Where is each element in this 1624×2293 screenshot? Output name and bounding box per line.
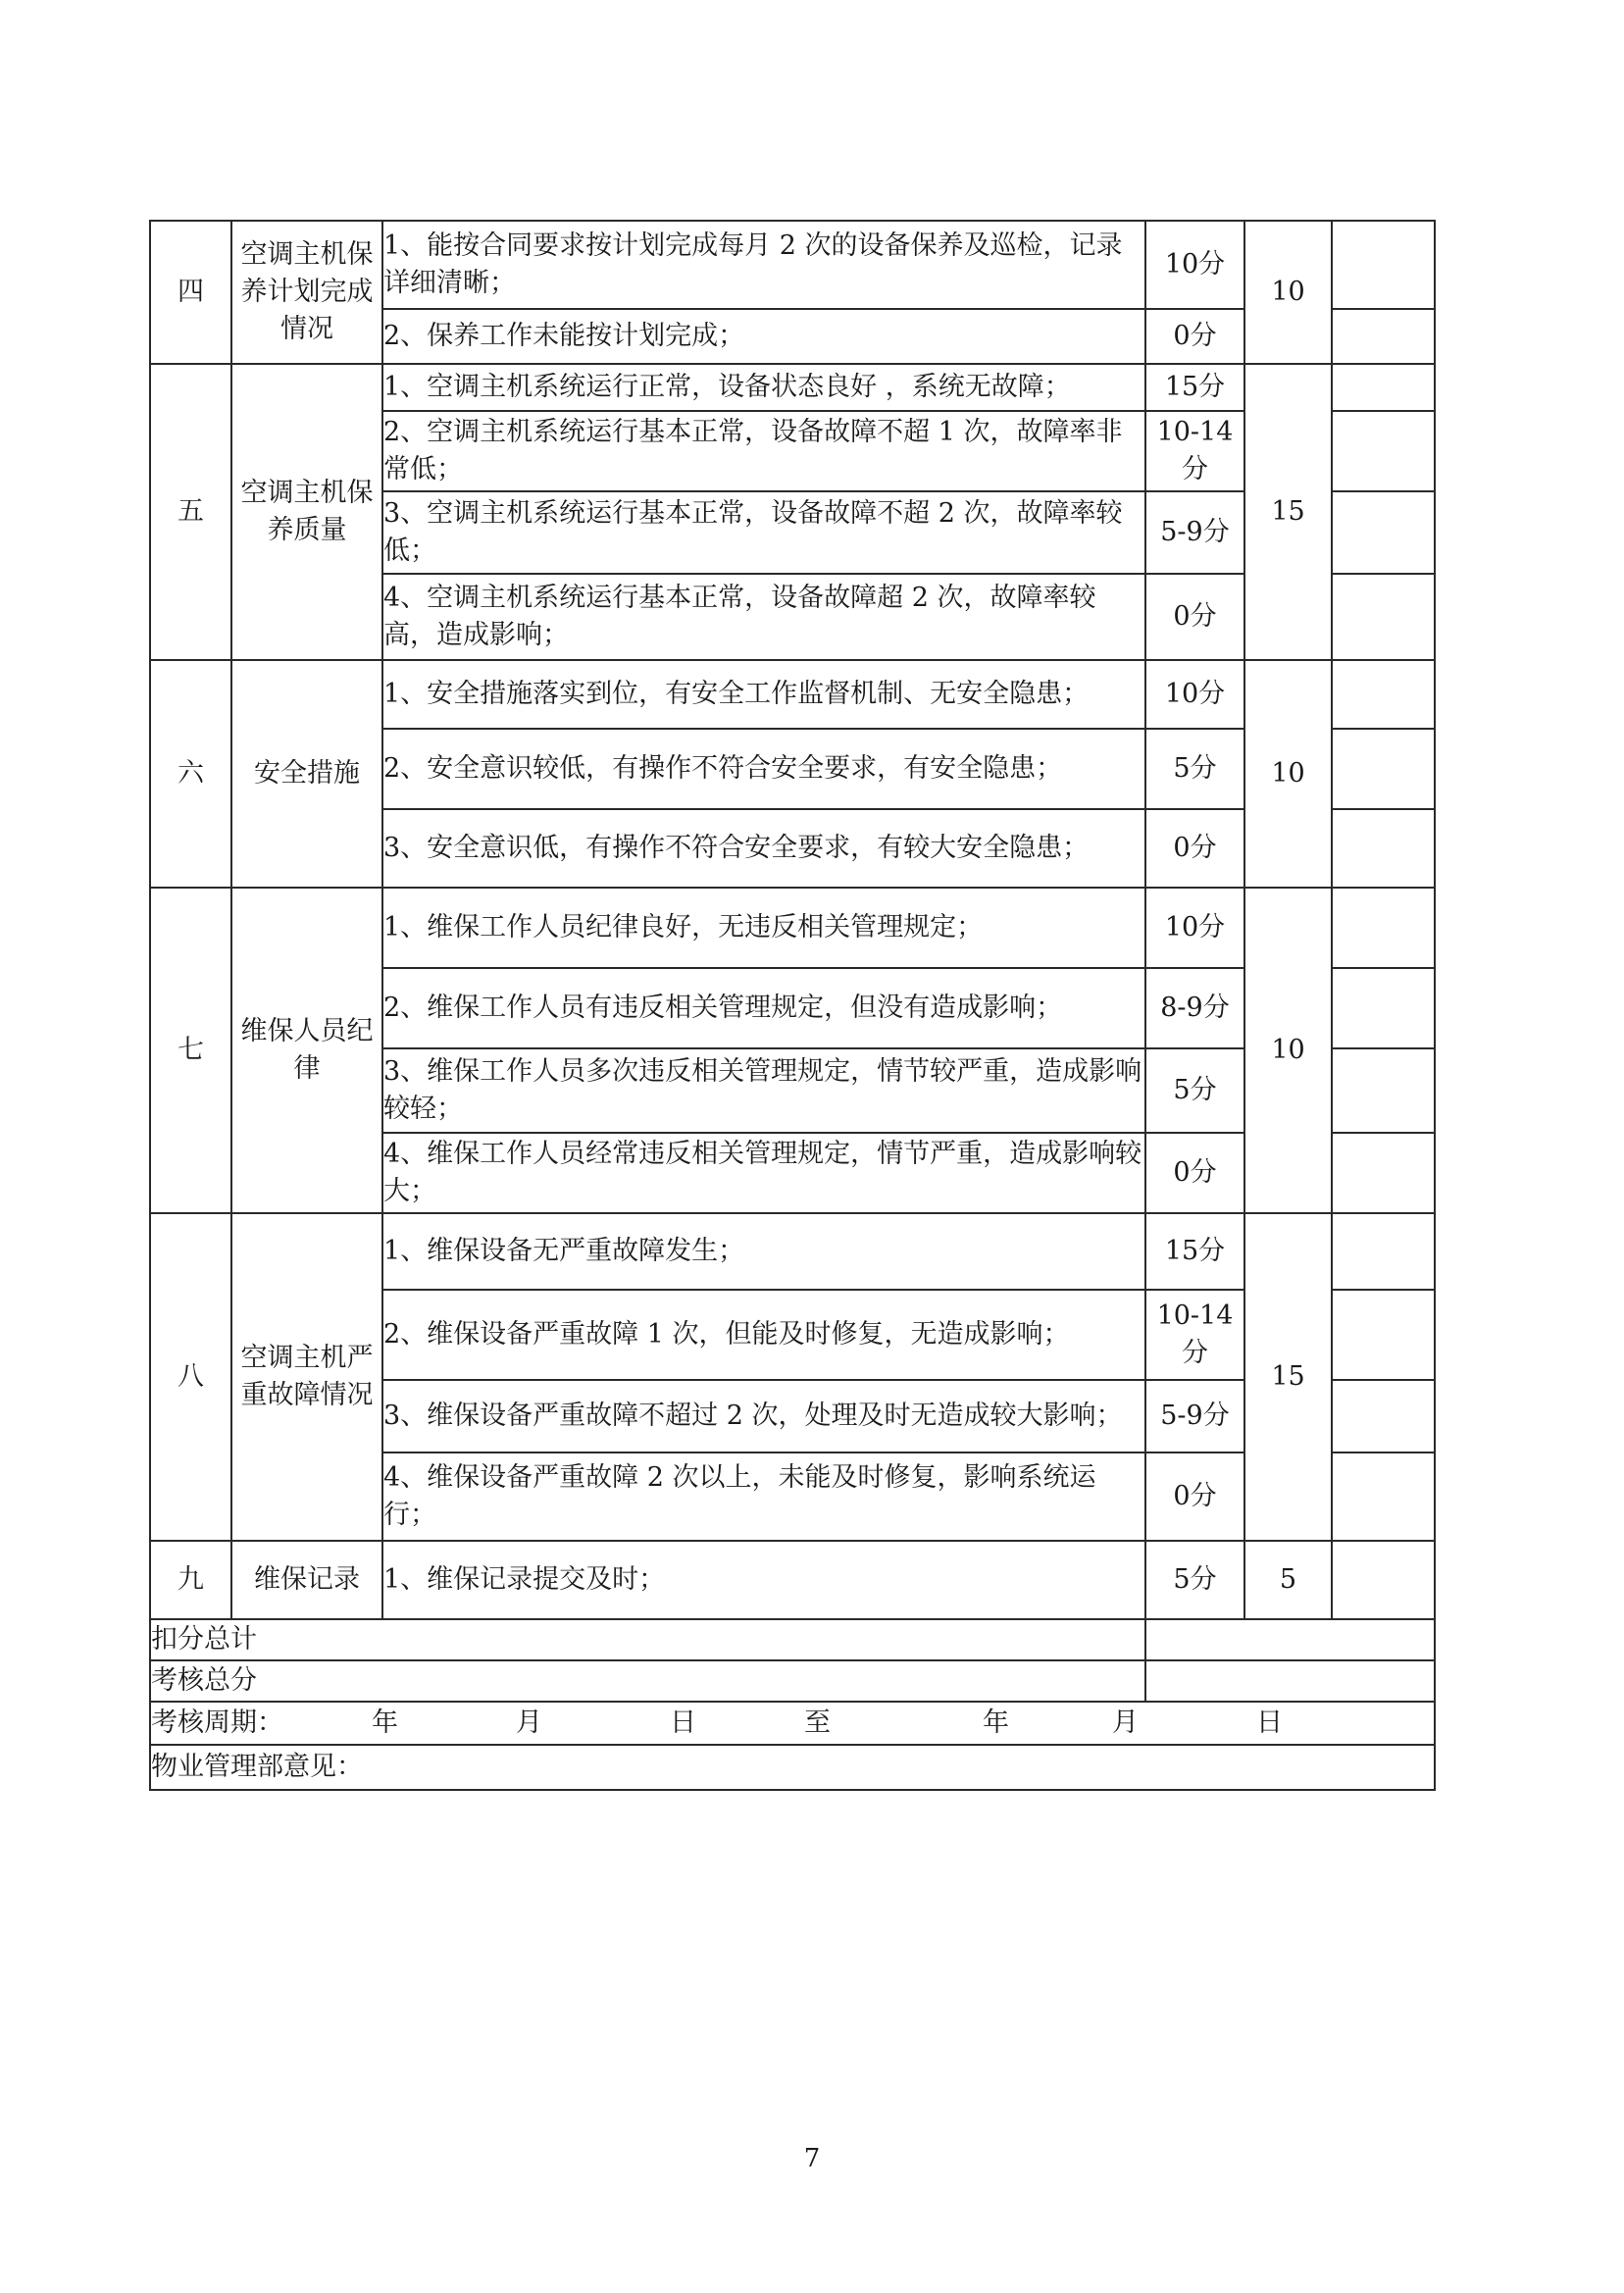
criterion-points: 5-9分 [1145, 1380, 1244, 1452]
criterion-points: 10-14分 [1145, 1290, 1244, 1380]
criterion-text: 1、维保设备无严重故障发生； [382, 1213, 1145, 1290]
score-input-cell[interactable] [1332, 364, 1435, 411]
table-row [150, 364, 1435, 411]
period-month-start: 月 [516, 1707, 542, 1738]
deduction-total-label: 扣分总计 [150, 1619, 1145, 1660]
assessment-period [150, 1702, 1435, 1745]
score-input-cell[interactable] [1332, 1133, 1435, 1213]
criterion-text: 1、空调主机系统运行正常，设备状态良好 ，系统无故障； [382, 364, 1145, 411]
criterion-text: 3、安全意识低，有操作不符合安全要求，有较大安全隐患； [382, 809, 1145, 888]
score-input-cell[interactable] [1332, 309, 1435, 364]
criterion-text: 2、空调主机系统运行基本正常，设备故障不超 1 次，故障率非常低； [382, 411, 1145, 491]
criterion-points: 0分 [1145, 574, 1244, 660]
max-score: 10 [1244, 888, 1332, 1213]
criterion-points: 8-9分 [1145, 968, 1244, 1048]
item-number: 四 [150, 221, 231, 364]
criterion-text: 2、安全意识较低，有操作不符合安全要求，有安全隐患； [382, 729, 1145, 809]
criterion-text: 3、维保工作人员多次违反相关管理规定，情节较严重，造成影响较轻； [382, 1048, 1145, 1133]
criterion-text: 2、保养工作未能按计划完成； [382, 309, 1145, 364]
criterion-points: 0分 [1145, 809, 1244, 888]
table-row [150, 1213, 1435, 1290]
criterion-text: 1、安全措施落实到位，有安全工作监督机制、无安全隐患； [382, 660, 1145, 729]
item-name: 空调主机严重故障情况 [231, 1213, 382, 1541]
period-label: 考核周期： [151, 1707, 283, 1738]
criterion-points: 10分 [1145, 221, 1244, 309]
criterion-points: 0分 [1145, 1452, 1244, 1541]
period-year-end: 年 [983, 1707, 1009, 1738]
score-input-cell[interactable] [1332, 1290, 1435, 1380]
score-input-cell[interactable] [1332, 1380, 1435, 1452]
table-row [150, 1702, 1435, 1745]
max-score: 10 [1244, 221, 1332, 364]
item-number: 八 [150, 1213, 231, 1541]
criterion-points: 5分 [1145, 729, 1244, 809]
table-row [150, 660, 1435, 729]
period-day-end: 日 [1256, 1707, 1283, 1738]
item-number: 六 [150, 660, 231, 888]
score-input-cell[interactable] [1332, 574, 1435, 660]
criterion-points: 15分 [1145, 364, 1244, 411]
table-row [150, 888, 1435, 968]
criterion-points: 5分 [1145, 1541, 1244, 1619]
criterion-text: 4、维保工作人员经常违反相关管理规定，情节严重，造成影响较大； [382, 1133, 1145, 1213]
assessment-total-label: 考核总分 [150, 1660, 1145, 1702]
item-number: 七 [150, 888, 231, 1213]
criterion-points: 10分 [1145, 888, 1244, 968]
table-row [150, 221, 1435, 309]
period-year-start: 年 [372, 1707, 398, 1738]
criterion-text: 4、维保设备严重故障 2 次以上，未能及时修复，影响系统运行； [382, 1452, 1145, 1541]
criterion-points: 15分 [1145, 1213, 1244, 1290]
score-input-cell[interactable] [1332, 809, 1435, 888]
criterion-text: 1、能按合同要求按计划完成每月 2 次的设备保养及巡检，记录详细清晰； [382, 221, 1145, 309]
max-score: 15 [1244, 364, 1332, 660]
criterion-text: 2、维保工作人员有违反相关管理规定，但没有造成影响； [382, 968, 1145, 1048]
score-input-cell[interactable] [1332, 729, 1435, 809]
period-month-end: 月 [1112, 1707, 1139, 1738]
item-name: 空调主机保养质量 [231, 364, 382, 660]
table-row [150, 1619, 1435, 1660]
criterion-points: 10-14分 [1145, 411, 1244, 491]
item-number: 九 [150, 1541, 231, 1619]
item-number: 五 [150, 364, 231, 660]
table-row [150, 1745, 1435, 1790]
score-input-cell[interactable] [1332, 968, 1435, 1048]
score-input-cell[interactable] [1332, 1541, 1435, 1619]
deduction-total-label-value[interactable] [1145, 1619, 1435, 1660]
max-score: 15 [1244, 1213, 1332, 1541]
max-score: 5 [1244, 1541, 1332, 1619]
score-input-cell[interactable] [1332, 660, 1435, 729]
period-day-start: 日 [670, 1707, 696, 1738]
score-input-cell[interactable] [1332, 491, 1435, 574]
criterion-text: 2、维保设备严重故障 1 次，但能及时修复，无造成影响； [382, 1290, 1145, 1380]
item-name: 空调主机保养计划完成情况 [231, 221, 382, 364]
criterion-points: 0分 [1145, 1133, 1244, 1213]
max-score: 10 [1244, 660, 1332, 888]
score-input-cell[interactable] [1332, 1213, 1435, 1290]
criterion-points: 0分 [1145, 309, 1244, 364]
period-to: 至 [804, 1707, 831, 1738]
item-name: 安全措施 [231, 660, 382, 888]
item-name: 维保记录 [231, 1541, 382, 1619]
table-row [150, 1541, 1435, 1619]
management-opinion-label: 物业管理部意见： [150, 1745, 1435, 1790]
score-input-cell[interactable] [1332, 221, 1435, 309]
assessment-total-label-value[interactable] [1145, 1660, 1435, 1702]
criterion-text: 1、维保工作人员纪律良好，无违反相关管理规定； [382, 888, 1145, 968]
criterion-text: 3、空调主机系统运行基本正常，设备故障不超 2 次，故障率较低； [382, 491, 1145, 574]
score-input-cell[interactable] [1332, 411, 1435, 491]
item-name: 维保人员纪律 [231, 888, 382, 1213]
criterion-points: 5-9分 [1145, 491, 1244, 574]
criterion-points: 10分 [1145, 660, 1244, 729]
score-input-cell[interactable] [1332, 1452, 1435, 1541]
criterion-text: 1、维保记录提交及时； [382, 1541, 1145, 1619]
assessment-table [149, 220, 1436, 1791]
criterion-text: 4、空调主机系统运行基本正常，设备故障超 2 次，故障率较高，造成影响； [382, 574, 1145, 660]
criterion-points: 5分 [1145, 1048, 1244, 1133]
score-input-cell[interactable] [1332, 888, 1435, 968]
table-row [150, 1660, 1435, 1702]
score-input-cell[interactable] [1332, 1048, 1435, 1133]
page-number: 7 [803, 2144, 821, 2173]
criterion-text: 3、维保设备严重故障不超过 2 次，处理及时无造成较大影响； [382, 1380, 1145, 1452]
